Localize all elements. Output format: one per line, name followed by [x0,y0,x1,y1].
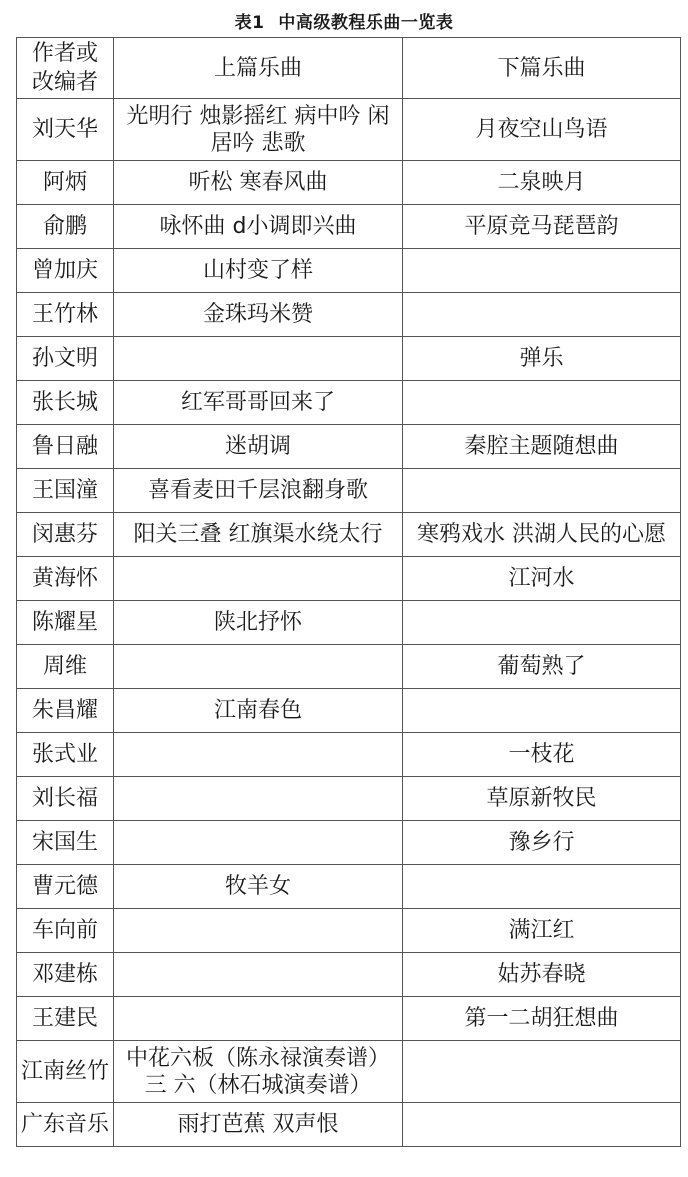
header-author-line1: 作者或 [31,41,98,66]
header-lower: 下篇乐曲 [403,38,681,99]
table-row [17,99,681,161]
lower-piece-cell: 秦腔主题随想曲 [403,425,681,469]
upper-piece-cell: 红军哥哥回来了 [114,381,403,425]
author-cell: 曹元德 [17,865,114,909]
author-cell: 刘长福 [17,777,114,821]
author-cell: 黄海怀 [17,557,114,601]
table-row [17,821,681,865]
lower-piece-cell: 弹乐 [403,337,681,381]
author-cell: 陈耀星 [17,601,114,645]
author-cell: 王竹林 [17,293,114,337]
table-row [17,909,681,953]
upper-piece-cell: 咏怀曲 d小调即兴曲 [114,205,403,249]
author-cell: 朱昌耀 [17,689,114,733]
upper-piece-cell: 山村变了样 [114,249,403,293]
author-cell: 闵惠芬 [17,513,114,557]
table-row [17,1103,681,1147]
upper-piece-cell [114,645,403,689]
lower-piece-cell: 江河水 [403,557,681,601]
lower-piece-cell [403,1103,681,1147]
lower-piece-cell: 满江红 [403,909,681,953]
table-row [17,425,681,469]
author-cell: 阿炳 [17,161,114,205]
upper-piece-cell: 阳关三叠 红旗渠水绕太行 [114,513,403,557]
author-cell: 张式业 [17,733,114,777]
upper-piece-cell [114,909,403,953]
author-cell: 孙文明 [17,337,114,381]
table-row [17,777,681,821]
table-row [17,381,681,425]
lower-piece-cell [403,249,681,293]
upper-piece-cell: 中花六板（陈永禄演奏谱） 三 六（林石城演奏谱） [114,1041,403,1103]
author-cell: 王国潼 [17,469,114,513]
lower-piece-cell [403,689,681,733]
lower-piece-cell: 二泉映月 [403,161,681,205]
table-row [17,953,681,997]
upper-piece-cell: 听松 寒春风曲 [114,161,403,205]
author-cell: 广东音乐 [17,1103,114,1147]
repertoire-table [16,37,681,1147]
table-row [17,601,681,645]
upper-piece-cell [114,733,403,777]
author-cell: 江南丝竹 [17,1041,114,1103]
author-cell: 车向前 [17,909,114,953]
lower-piece-cell [403,469,681,513]
upper-piece-cell [114,777,403,821]
author-cell: 鲁日融 [17,425,114,469]
upper-piece-cell: 喜看麦田千层浪翻身歌 [114,469,403,513]
lower-piece-cell: 姑苏春晓 [403,953,681,997]
upper-piece-cell: 陕北抒怀 [114,601,403,645]
table-row [17,1041,681,1103]
upper-piece-cell: 牧羊女 [114,865,403,909]
table-caption [0,8,688,33]
author-cell: 王建民 [17,997,114,1041]
lower-piece-cell: 一枝花 [403,733,681,777]
header-upper: 上篇乐曲 [114,38,403,99]
lower-piece-cell: 第一二胡狂想曲 [403,997,681,1041]
lower-piece-cell: 草原新牧民 [403,777,681,821]
header-author-line2: 改编者 [31,70,98,95]
table-row [17,293,681,337]
upper-piece-cell [114,557,403,601]
table-row [17,645,681,689]
table-row [17,337,681,381]
lower-piece-cell: 平原竞马琵琶韵 [403,205,681,249]
author-cell: 宋国生 [17,821,114,865]
upper-piece-cell: 江南春色 [114,689,403,733]
upper-piece-cell [114,953,403,997]
lower-piece-cell: 葡萄熟了 [403,645,681,689]
lower-piece-cell [403,293,681,337]
lower-piece-cell [403,381,681,425]
upper-piece-cell: 迷胡调 [114,425,403,469]
author-cell: 刘天华 [17,99,114,161]
author-cell: 曾加庆 [17,249,114,293]
table-row [17,997,681,1041]
upper-piece-cell [114,821,403,865]
header-author [17,38,114,99]
lower-piece-cell: 豫乡行 [403,821,681,865]
table-body [17,99,681,1147]
author-cell: 张长城 [17,381,114,425]
author-cell: 邓建栋 [17,953,114,997]
table-row [17,513,681,557]
upper-piece-cell: 金珠玛米赞 [114,293,403,337]
table-header-row [17,38,681,99]
lower-piece-cell: 月夜空山鸟语 [403,99,681,161]
author-cell: 俞鹏 [17,205,114,249]
table-row [17,161,681,205]
table-row [17,205,681,249]
author-cell: 周维 [17,645,114,689]
upper-piece-cell: 光明行 烛影摇红 病中吟 闲居吟 悲歌 [114,99,403,161]
upper-piece-cell [114,337,403,381]
upper-piece-cell [114,997,403,1041]
table-number: 表1 [234,13,265,33]
lower-piece-cell [403,865,681,909]
lower-piece-cell: 寒鸦戏水 洪湖人民的心愿 [403,513,681,557]
table-row [17,689,681,733]
upper-piece-cell: 雨打芭蕉 双声恨 [114,1103,403,1147]
table-row [17,733,681,777]
lower-piece-cell [403,1041,681,1103]
table-title: 中高级教程乐曲一览表 [278,13,454,33]
table-row [17,249,681,293]
table-row [17,469,681,513]
table-row [17,865,681,909]
lower-piece-cell [403,601,681,645]
table-row [17,557,681,601]
